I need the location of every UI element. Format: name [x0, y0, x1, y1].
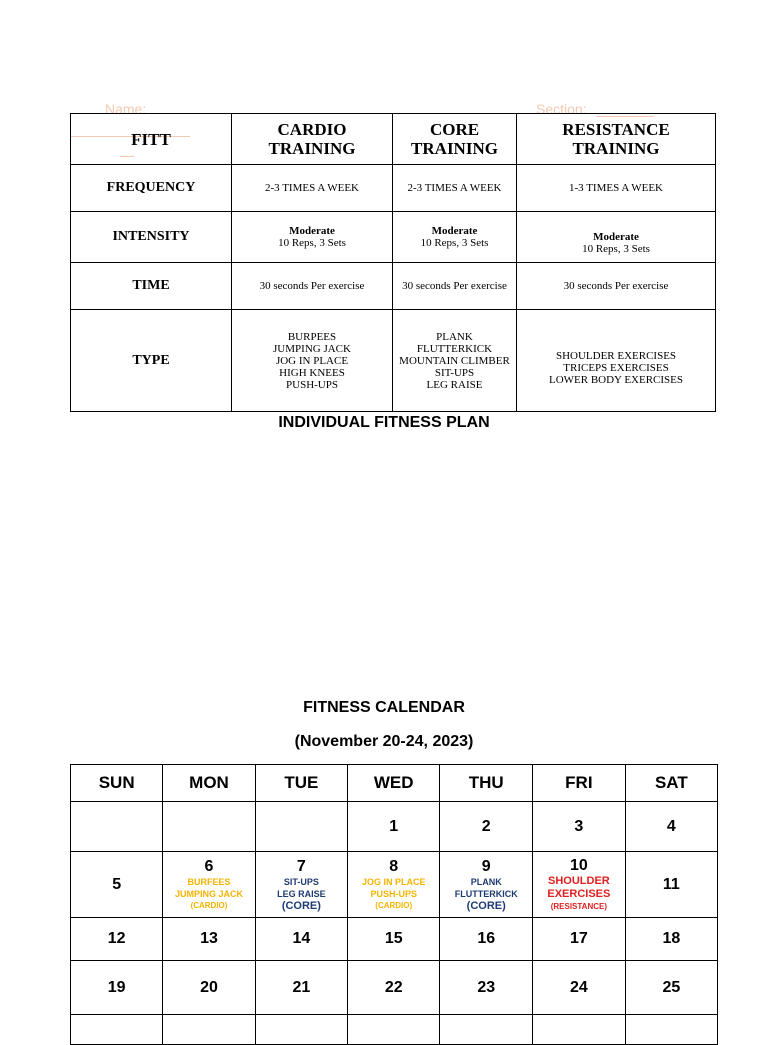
calendar-cell-mon-6: 6 BURFEES JUMPING JACK (CARDIO): [163, 852, 255, 918]
calendar-cell: 2: [440, 802, 533, 852]
cardio-frequency: 2-3 TIMES A WEEK: [232, 165, 393, 212]
calendar-cell: 19: [71, 961, 163, 1015]
calendar-cell-fri-10: 10 SHOULDER EXERCISES (RESISTANCE): [533, 852, 626, 918]
fitness-calendar: [70, 764, 718, 1045]
resistance-intensity: Moderate 10 Reps, 3 Sets: [517, 212, 716, 263]
fitt-header-row: [71, 114, 716, 165]
intensity-row: [71, 212, 716, 263]
fitt-header: FITT: [71, 114, 232, 165]
calendar-cell: [440, 1015, 533, 1045]
core-intensity: Moderate 10 Reps, 3 Sets: [393, 212, 517, 263]
calendar-week-4: [71, 961, 718, 1015]
calendar-cell: 4: [625, 802, 717, 852]
resistance-types: SHOULDER EXERCISES TRICEPS EXERCISES LOWER BODY EXERCISES: [517, 310, 716, 412]
cardio-types: BURPEES JUMPING JACK JOG IN PLACE HIGH KNEES PUSH-UPS: [232, 310, 393, 412]
time-row: [71, 263, 716, 310]
calendar-cell: 3: [533, 802, 626, 852]
section-label: Section:: [536, 101, 587, 117]
frequency-row: [71, 165, 716, 212]
day-sun: SUN: [71, 765, 163, 802]
day-wed: WED: [348, 765, 440, 802]
cardio-time: 30 seconds Per exercise: [232, 263, 393, 310]
calendar-cell: 25: [625, 961, 717, 1015]
cardio-intensity: Moderate 10 Reps, 3 Sets: [232, 212, 393, 263]
calendar-cell: 13: [163, 918, 255, 961]
calendar-cell: 16: [440, 918, 533, 961]
calendar-cell-wed-8: 8 JOG IN PLACE PUSH-UPS (CARDIO): [348, 852, 440, 918]
day-sat: SAT: [625, 765, 717, 802]
calendar-subtitle: (November 20-24, 2023): [294, 733, 474, 750]
calendar-cell: [255, 1015, 347, 1045]
intensity-label: INTENSITY: [71, 212, 232, 263]
calendar-cell: [71, 1015, 163, 1045]
calendar-cell-thu-9: 9 PLANK FLUTTERKICK (CORE): [440, 852, 533, 918]
calendar-cell: [163, 1015, 255, 1045]
fitt-table: [70, 113, 716, 412]
resistance-header: RESISTANCE TRAINING: [517, 114, 716, 165]
core-frequency: 2-3 TIMES A WEEK: [393, 165, 517, 212]
day-tue: TUE: [255, 765, 347, 802]
calendar-title: FITNESS CALENDAR: [303, 699, 465, 716]
calendar-cell: 15: [348, 918, 440, 961]
calendar-cell: 18: [625, 918, 717, 961]
calendar-cell: [255, 802, 347, 852]
calendar-cell: 23: [440, 961, 533, 1015]
calendar-cell: 1: [348, 802, 440, 852]
day-thu: THU: [440, 765, 533, 802]
frequency-label: FREQUENCY: [71, 165, 232, 212]
calendar-cell: 11: [625, 852, 717, 918]
calendar-cell: 12: [71, 918, 163, 961]
calendar-cell: 5: [71, 852, 163, 918]
calendar-header-row: [71, 765, 718, 802]
time-label: TIME: [71, 263, 232, 310]
resistance-time: 30 seconds Per exercise: [517, 263, 716, 310]
core-types: PLANK FLUTTERKICK MOUNTAIN CLIMBER SIT-UPS LEG RAISE: [393, 310, 517, 412]
calendar-cell: [348, 1015, 440, 1045]
core-header: CORE TRAINING: [393, 114, 517, 165]
calendar-cell: [533, 1015, 626, 1045]
calendar-cell: 14: [255, 918, 347, 961]
calendar-cell: 24: [533, 961, 626, 1015]
calendar-cell: 20: [163, 961, 255, 1015]
plan-title: INDIVIDUAL FITNESS PLAN: [278, 414, 490, 431]
cardio-header: CARDIO TRAINING: [232, 114, 393, 165]
calendar-cell: [625, 1015, 717, 1045]
calendar-week-3: [71, 918, 718, 961]
day-fri: FRI: [533, 765, 626, 802]
type-label: TYPE: [71, 310, 232, 412]
resistance-frequency: 1-3 TIMES A WEEK: [517, 165, 716, 212]
calendar-week-1: [71, 802, 718, 852]
calendar-cell: 21: [255, 961, 347, 1015]
day-mon: MON: [163, 765, 255, 802]
calendar-week-5: [71, 1015, 718, 1045]
calendar-week-2: [71, 852, 718, 918]
calendar-cell: 22: [348, 961, 440, 1015]
name-label: Name:: [105, 101, 147, 117]
calendar-cell: [71, 802, 163, 852]
calendar-cell: [163, 802, 255, 852]
calendar-cell-tue-7: 7 SIT-UPS LEG RAISE (CORE): [255, 852, 347, 918]
core-time: 30 seconds Per exercise: [393, 263, 517, 310]
calendar-cell: 17: [533, 918, 626, 961]
type-row: [71, 310, 716, 412]
